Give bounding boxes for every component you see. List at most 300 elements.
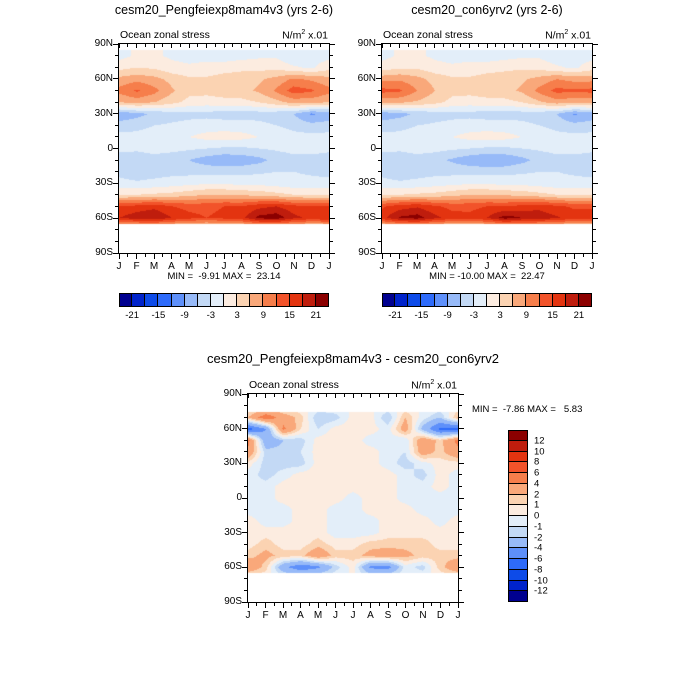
- colorbar-label: 12: [534, 435, 545, 447]
- colorbar-label: 21: [573, 310, 585, 321]
- colorbar-cell: [473, 293, 487, 307]
- x-axis-label: A: [168, 261, 175, 272]
- x-axis-label: M: [278, 610, 288, 621]
- tick-mark: [593, 90, 596, 91]
- x-axis-label: J: [484, 261, 490, 272]
- tick-mark: [459, 417, 462, 418]
- tick-mark: [443, 254, 444, 257]
- tick-mark: [326, 603, 327, 606]
- x-axis-label: A: [431, 261, 438, 272]
- x-axis-label: A: [501, 261, 508, 272]
- tick-mark: [378, 136, 381, 137]
- tick-mark: [330, 229, 333, 230]
- y-axis-label: 30N: [94, 107, 113, 119]
- x-axis-label: O: [401, 610, 410, 621]
- tick-mark: [330, 78, 335, 79]
- colorbar-label: 6: [534, 467, 540, 479]
- tick-mark: [330, 160, 333, 161]
- colorbar-label: 0: [534, 510, 540, 522]
- colorbar-cell: [131, 293, 145, 307]
- tick-mark: [330, 183, 335, 184]
- colorbar-label: 3: [234, 310, 240, 321]
- tick-mark: [162, 44, 163, 47]
- tick-mark: [265, 394, 266, 398]
- tick-mark: [244, 521, 247, 522]
- y-axis-label: 90S: [224, 596, 242, 607]
- tick-mark: [487, 44, 488, 48]
- tick-mark: [259, 254, 260, 259]
- colorbar-label: 8: [534, 456, 540, 468]
- tick-mark: [113, 218, 118, 219]
- x-axis-label: M: [184, 261, 194, 272]
- tick-mark: [291, 603, 292, 606]
- tick-mark: [378, 241, 381, 242]
- tick-mark: [423, 394, 424, 398]
- minmax-label: MIN = -7.86 MAX = 5.83: [472, 404, 583, 415]
- tick-mark: [593, 171, 596, 172]
- y-axis-label: 30S: [358, 177, 376, 189]
- tick-mark: [119, 254, 120, 259]
- colorbar-label: -12: [534, 585, 548, 597]
- tick-mark: [197, 44, 198, 47]
- tick-mark: [396, 394, 397, 397]
- panel-control: [357, 3, 595, 321]
- tick-mark: [583, 254, 584, 257]
- tick-mark: [434, 44, 435, 48]
- tick-mark: [115, 194, 118, 195]
- panel-title: cesm20_Pengfeiexp8mam4v3 - cesm20_con6yrv2: [207, 351, 499, 366]
- tick-mark: [115, 90, 118, 91]
- tick-mark: [376, 218, 381, 219]
- tick-mark: [593, 218, 598, 219]
- tick-mark: [171, 44, 172, 48]
- colorbar-cell: [223, 293, 237, 307]
- tick-mark: [593, 253, 598, 254]
- tick-mark: [265, 603, 266, 608]
- tick-mark: [335, 394, 336, 398]
- x-axis-label: S: [518, 261, 526, 272]
- colorbar-cell: [578, 293, 592, 307]
- panel-difference: [207, 351, 583, 621]
- tick-mark: [294, 254, 295, 259]
- tick-mark: [414, 603, 415, 606]
- y-axis-label: 90N: [223, 388, 242, 399]
- colorbar-label: 4: [534, 478, 540, 490]
- tick-mark: [330, 218, 335, 219]
- tick-mark: [495, 254, 496, 257]
- colorbar-label: 2: [534, 489, 540, 500]
- tick-mark: [593, 78, 598, 79]
- tick-mark: [267, 254, 268, 257]
- tick-mark: [136, 44, 137, 48]
- tick-mark: [460, 254, 461, 257]
- tick-mark: [115, 102, 118, 103]
- tick-mark: [593, 148, 598, 149]
- tick-mark: [459, 405, 462, 406]
- tick-mark: [565, 44, 566, 47]
- colorbar-cell: [315, 293, 329, 307]
- tick-mark: [115, 241, 118, 242]
- colorbar-cell: [144, 293, 158, 307]
- tick-mark: [113, 253, 118, 254]
- colorbar-cell: [394, 293, 408, 307]
- colorbar-horizontal: [382, 293, 592, 321]
- tick-mark: [459, 474, 462, 475]
- tick-mark: [399, 44, 400, 48]
- tick-mark: [513, 254, 514, 257]
- tick-mark: [115, 55, 118, 56]
- minmax-label: MIN = -10.00 MAX = 22.47: [429, 271, 545, 282]
- tick-mark: [115, 171, 118, 172]
- colorbar-horizontal: [119, 293, 329, 321]
- x-axis-label: D: [307, 261, 316, 272]
- tick-mark: [330, 253, 335, 254]
- tick-mark: [408, 254, 409, 257]
- y-axis-label: 90S: [358, 247, 376, 258]
- x-axis-label: D: [570, 261, 579, 272]
- colorbar-cell: [565, 293, 579, 307]
- colorbar-label: -8: [534, 564, 543, 576]
- tick-mark: [478, 44, 479, 47]
- tick-mark: [459, 567, 464, 568]
- tick-mark: [242, 498, 247, 499]
- y-axis-label: 60S: [95, 212, 113, 224]
- tick-mark: [405, 603, 406, 608]
- colorbar-cell: [499, 293, 513, 307]
- tick-mark: [487, 254, 488, 259]
- tick-mark: [329, 44, 330, 48]
- tick-mark: [390, 44, 391, 47]
- tick-mark: [370, 394, 371, 398]
- y-axis-label: 0: [370, 142, 376, 154]
- tick-mark: [285, 44, 286, 47]
- colorbar-cell: [525, 293, 539, 307]
- colorbar-cell: [210, 293, 224, 307]
- tick-mark: [379, 603, 380, 606]
- colorbar-label: -21: [125, 310, 139, 321]
- colorbar-label: -10: [534, 575, 548, 586]
- tick-mark: [459, 509, 462, 510]
- subtitle-units: $N/m^2$ x.01: [545, 29, 591, 42]
- tick-mark: [417, 44, 418, 48]
- tick-mark: [283, 394, 284, 398]
- colorbar-label: -21: [388, 310, 402, 321]
- tick-mark: [399, 254, 400, 259]
- tick-mark: [459, 532, 464, 533]
- x-axis-label: J: [326, 261, 332, 272]
- tick-mark: [330, 90, 333, 91]
- tick-mark: [593, 55, 596, 56]
- tick-mark: [530, 44, 531, 47]
- tick-mark: [593, 67, 596, 68]
- colorbar-label: -9: [443, 310, 452, 321]
- tick-mark: [330, 113, 335, 114]
- tick-mark: [309, 603, 310, 606]
- y-axis-label: 60N: [357, 72, 376, 84]
- colorbar-cell: [157, 293, 171, 307]
- colorbar-cell: [552, 293, 566, 307]
- tick-mark: [294, 44, 295, 48]
- tick-mark: [378, 67, 381, 68]
- tick-mark: [593, 183, 598, 184]
- tick-mark: [378, 194, 381, 195]
- tick-mark: [583, 44, 584, 47]
- x-axis-label: M: [313, 610, 323, 621]
- tick-mark: [443, 44, 444, 47]
- tick-mark: [215, 44, 216, 47]
- tick-mark: [224, 44, 225, 48]
- tick-mark: [408, 44, 409, 47]
- colorbar-cell: [249, 293, 263, 307]
- x-axis-label: D: [436, 610, 445, 621]
- y-axis-label: 60N: [223, 422, 242, 434]
- tick-mark: [318, 394, 319, 398]
- colorbar-cell: [236, 293, 250, 307]
- tick-mark: [382, 44, 383, 48]
- tick-mark: [242, 602, 247, 603]
- x-axis-label: N: [290, 261, 298, 272]
- y-axis-label: 60S: [224, 561, 242, 573]
- y-axis-label: 0: [107, 142, 113, 154]
- colorbar-label: -3: [469, 310, 479, 321]
- colorbar-cell: [486, 293, 500, 307]
- tick-mark: [353, 603, 354, 608]
- y-axis-label: 30S: [95, 177, 113, 189]
- tick-mark: [548, 254, 549, 257]
- tick-mark: [145, 254, 146, 257]
- x-axis-label: A: [238, 261, 245, 272]
- tick-mark: [189, 254, 190, 259]
- tick-mark: [593, 194, 596, 195]
- tick-mark: [113, 148, 118, 149]
- x-axis-label: J: [350, 610, 356, 621]
- tick-mark: [330, 55, 333, 56]
- x-axis-label: A: [297, 610, 304, 621]
- tick-mark: [145, 44, 146, 47]
- tick-mark: [127, 44, 128, 47]
- tick-mark: [259, 44, 260, 48]
- tick-mark: [539, 254, 540, 259]
- x-axis-label: F: [396, 261, 403, 272]
- colorbar-cell: [512, 293, 526, 307]
- colorbar-label: -15: [414, 310, 429, 321]
- y-axis-label: 30N: [357, 107, 376, 119]
- tick-mark: [593, 241, 596, 242]
- tick-mark: [459, 544, 462, 545]
- tick-mark: [274, 394, 275, 397]
- tick-mark: [242, 463, 247, 464]
- x-axis-label: J: [333, 610, 338, 621]
- y-axis-label: 90S: [95, 247, 113, 258]
- panel-title: cesm20_Pengfeiexp8mam4v3 (yrs 2-6): [114, 3, 334, 17]
- tick-mark: [232, 254, 233, 257]
- colorbar-cell: [289, 293, 303, 307]
- tick-mark: [291, 394, 292, 397]
- tick-mark: [115, 125, 118, 126]
- tick-mark: [162, 254, 163, 257]
- tick-mark: [469, 44, 470, 48]
- x-axis-label: J: [116, 261, 122, 272]
- tick-mark: [459, 486, 462, 487]
- tick-mark: [593, 44, 598, 45]
- colorbar-label: 15: [284, 310, 295, 321]
- y-axis-label: 90N: [357, 38, 376, 49]
- tick-mark: [522, 44, 523, 48]
- tick-mark: [224, 254, 225, 259]
- colorbar-cell: [508, 590, 528, 602]
- tick-mark: [241, 254, 242, 259]
- x-axis-label: M: [447, 261, 457, 272]
- tick-mark: [232, 44, 233, 47]
- tick-mark: [557, 254, 558, 259]
- tick-mark: [593, 206, 596, 207]
- tick-mark: [180, 254, 181, 257]
- colorbar-cell: [276, 293, 290, 307]
- contour-plot-canvas: [119, 44, 329, 253]
- tick-mark: [215, 254, 216, 257]
- tick-mark: [376, 148, 381, 149]
- contour-plot-canvas: [248, 394, 458, 602]
- tick-mark: [113, 183, 118, 184]
- tick-mark: [593, 113, 598, 114]
- x-axis-label: M: [149, 261, 159, 272]
- tick-mark: [378, 102, 381, 103]
- tick-mark: [326, 394, 327, 397]
- tick-mark: [320, 44, 321, 47]
- tick-mark: [113, 44, 118, 45]
- tick-mark: [459, 394, 464, 395]
- tick-mark: [302, 44, 303, 47]
- tick-mark: [256, 603, 257, 606]
- colorbar-label: 1: [534, 499, 540, 511]
- y-axis-label: 0: [236, 492, 242, 503]
- tick-mark: [417, 254, 418, 259]
- x-axis-label: F: [262, 610, 269, 621]
- tick-mark: [206, 44, 207, 48]
- colorbar-cell: [434, 293, 448, 307]
- panel-title: cesm20_con6yrv2 (yrs 2-6): [411, 3, 563, 17]
- tick-mark: [267, 44, 268, 47]
- colorbar-cell: [197, 293, 211, 307]
- tick-mark: [330, 102, 333, 103]
- tick-mark: [593, 102, 596, 103]
- tick-mark: [459, 451, 462, 452]
- subtitle-variable: Ocean zonal stress: [383, 29, 473, 41]
- colorbar-label: 3: [497, 310, 503, 321]
- tick-mark: [459, 578, 462, 579]
- tick-mark: [256, 394, 257, 397]
- tick-mark: [379, 394, 380, 397]
- tick-mark: [449, 394, 450, 397]
- colorbar-label: -2: [534, 532, 543, 543]
- tick-mark: [244, 509, 247, 510]
- tick-mark: [311, 254, 312, 259]
- colorbar-label: -4: [534, 542, 543, 554]
- tick-mark: [171, 254, 172, 259]
- tick-mark: [513, 44, 514, 47]
- tick-mark: [119, 44, 120, 48]
- tick-mark: [318, 603, 319, 608]
- tick-mark: [440, 603, 441, 608]
- x-axis-label: J: [455, 610, 461, 621]
- tick-mark: [390, 254, 391, 257]
- tick-mark: [330, 148, 335, 149]
- tick-mark: [242, 428, 247, 429]
- tick-mark: [469, 254, 470, 259]
- tick-mark: [405, 394, 406, 398]
- tick-mark: [592, 254, 593, 259]
- tick-mark: [378, 206, 381, 207]
- tick-mark: [136, 254, 137, 259]
- tick-mark: [376, 183, 381, 184]
- tick-mark: [382, 254, 383, 259]
- tick-mark: [396, 603, 397, 606]
- tick-mark: [244, 555, 247, 556]
- subtitle-units: $N/m^2$ x.01: [282, 29, 328, 42]
- tick-mark: [440, 394, 441, 398]
- tick-mark: [458, 394, 459, 398]
- tick-mark: [370, 603, 371, 608]
- tick-mark: [378, 90, 381, 91]
- x-axis-label: J: [467, 261, 472, 272]
- tick-mark: [244, 474, 247, 475]
- tick-mark: [592, 44, 593, 48]
- tick-mark: [376, 78, 381, 79]
- y-axis-label: 90N: [94, 38, 113, 49]
- tick-mark: [329, 254, 330, 259]
- colorbar-label: -1: [534, 521, 543, 533]
- tick-mark: [242, 532, 247, 533]
- tick-mark: [127, 254, 128, 257]
- tick-mark: [335, 603, 336, 608]
- x-axis-label: S: [384, 610, 392, 621]
- tick-mark: [302, 254, 303, 257]
- tick-mark: [361, 394, 362, 397]
- tick-mark: [115, 206, 118, 207]
- tick-mark: [459, 428, 464, 429]
- tick-mark: [378, 229, 381, 230]
- tick-mark: [309, 394, 310, 397]
- tick-mark: [241, 44, 242, 48]
- tick-mark: [154, 254, 155, 259]
- colorbar-cell: [407, 293, 421, 307]
- tick-mark: [378, 55, 381, 56]
- colorbar-cell: [539, 293, 553, 307]
- tick-mark: [242, 567, 247, 568]
- tick-mark: [113, 78, 118, 79]
- tick-mark: [530, 254, 531, 257]
- tick-mark: [423, 603, 424, 608]
- tick-mark: [557, 44, 558, 48]
- tick-mark: [180, 44, 181, 47]
- tick-mark: [197, 254, 198, 257]
- tick-mark: [593, 229, 596, 230]
- tick-mark: [189, 44, 190, 48]
- tick-mark: [459, 602, 464, 603]
- tick-mark: [330, 171, 333, 172]
- x-axis-label: M: [412, 261, 422, 272]
- tick-mark: [414, 394, 415, 397]
- tick-mark: [320, 254, 321, 257]
- tick-mark: [244, 451, 247, 452]
- tick-mark: [115, 229, 118, 230]
- colorbar-label: 9: [260, 310, 267, 321]
- colorbar-label: -3: [206, 310, 216, 321]
- tick-mark: [115, 160, 118, 161]
- tick-mark: [376, 253, 381, 254]
- tick-mark: [593, 136, 596, 137]
- tick-mark: [459, 590, 462, 591]
